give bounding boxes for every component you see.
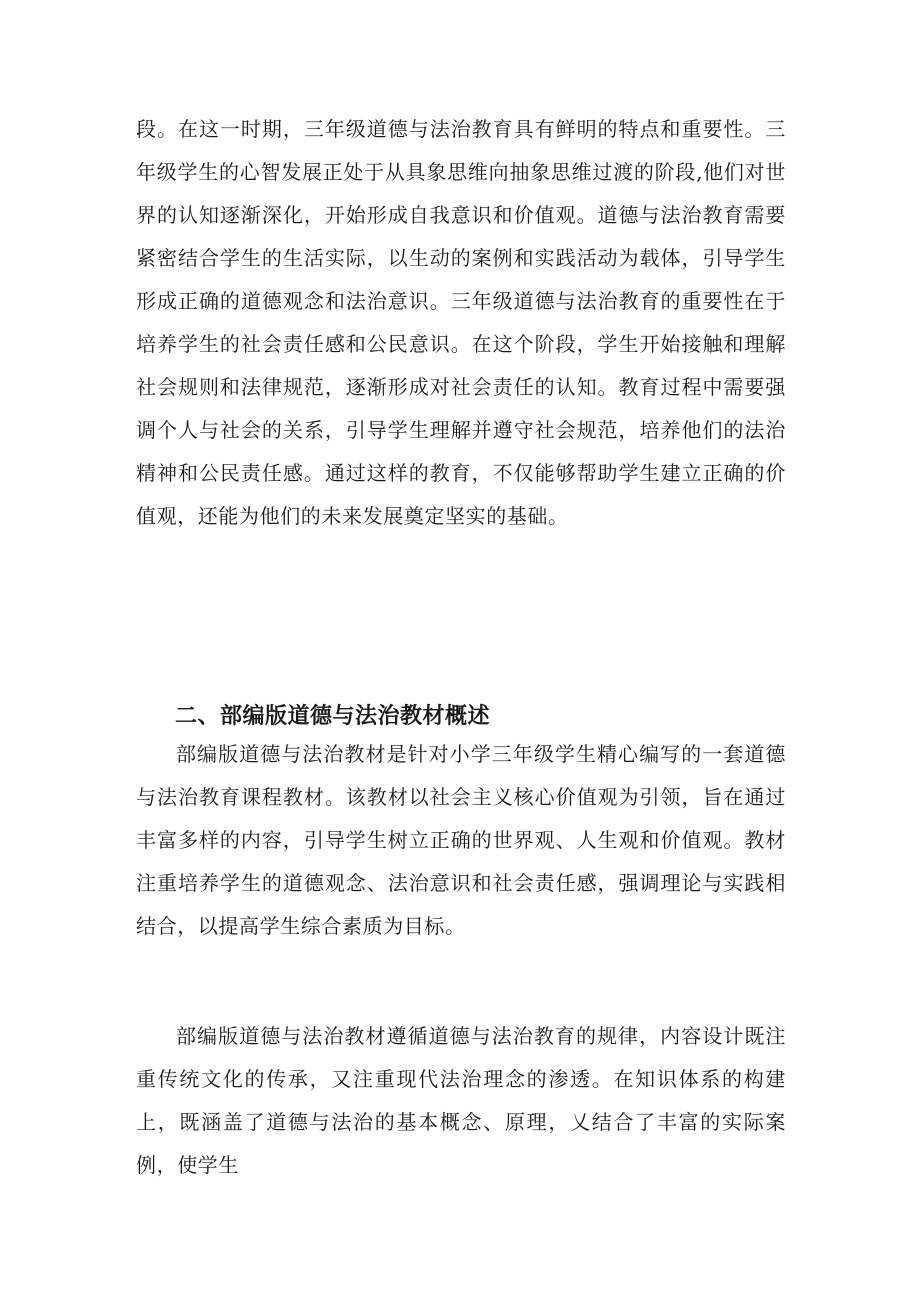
body-paragraph-3: 部编版道德与法治教材遵循道德与法治教育的规律，内容设计既注重传统文化的传承，又注重现代法治理念的渗透。在知识体系的构建上，既涵盖了道德与法治的基本概念、原理，乂结合了丰富的实际案例，使学生 — [136, 1024, 786, 1177]
section-heading-2: 二、部编版道德与法治教材概述 — [175, 704, 491, 729]
body-paragraph-1: 段。在这一时期，三年级道德与法治教育具有鲜明的特点和重要性。三年级学生的心智发展正处于从具象思维向抽象思维过渡的阶段,他们对世界的认知逐渐深化，开始形成自我意识和价值观。道德与法治教育需要紧密结合学生的生活实际，以生动的案例和实践活动为载体，引导学生形成正确的道德观念和法治意识。三年级道德与法治教育的重要性在于培养学生的社会责任感和公民意识。在这个阶段，学生开始接触和理解社会规则和法律规范，逐渐形成对社会责任的认知。教育过程中需要强调个人与社会的关系，引导学生理解并遵守社会规范，培养他们的法治精神和公民责任感。通过这样的教育，不仅能够帮助学生建立正确的价值观，还能为他们的未来发展奠定坚实的基础。 — [136, 117, 786, 528]
body-paragraph-2: 部编版道德与法治教材是针对小学三年级学生精心编写的一套道德与法治教育课程教材。该教材以社会主义核心价值观为引领，旨在通过丰富多样的内容，引导学生树立正确的世界观、人生观和价值观。教材注重培养学生的道德观念、法治意识和社会责任感，强调理论与实践相结合，以提高学生综合素质为目标。 — [136, 742, 786, 938]
